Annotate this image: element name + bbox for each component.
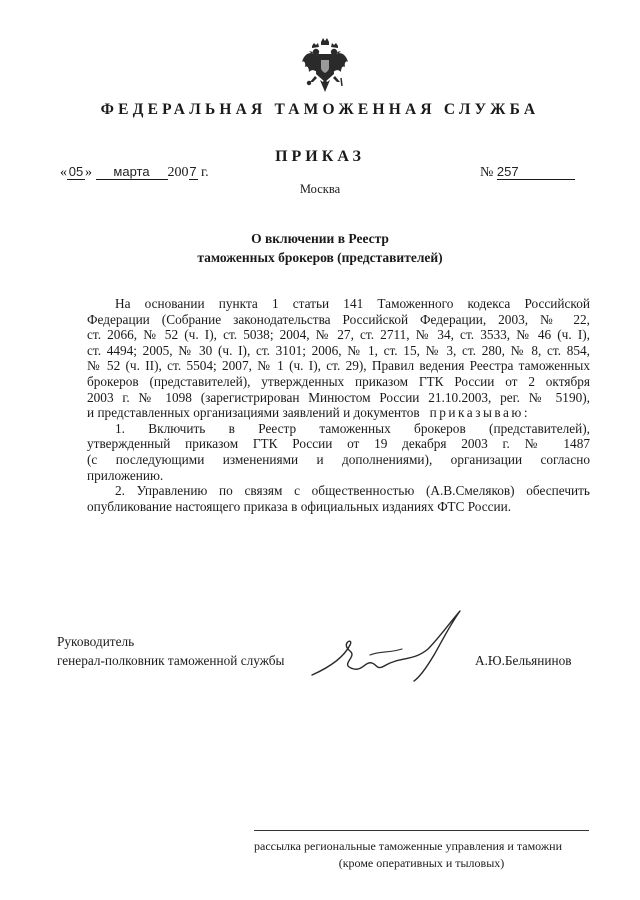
distribution-line-2: (кроме оперативных и тыловых): [338, 856, 505, 870]
body-line: 1. Включить в Реестр таможенных брокеров (представителей),: [115, 420, 590, 436]
body-line: 2003 г. № 1098 (зарегистрирован Минюстом России 21.10.2003, рег. № 5190),: [87, 389, 590, 405]
body-line: утвержденный приказом ГТК России от 19 декабря 2003 г. № 1487: [87, 436, 590, 452]
body-line: (с последующими изменениями и дополнениями), организации согласно: [87, 451, 590, 467]
body-line: [87, 405, 590, 421]
city: Москва: [299, 182, 341, 196]
distribution-line-1: рассылка региональные таможенные управления и таможни: [254, 839, 563, 853]
signer-title-line-2: генерал-полковник таможенной службы: [57, 653, 285, 668]
number-value: 257: [497, 165, 575, 180]
body-line: ст. 2066, № 52 (ч. I), ст. 5038; 2004, № 27, ст. 2711, № 34, ст. 3533, № 46 (ч. I),: [87, 327, 590, 343]
date-year-prefix: 200: [167, 165, 189, 180]
date-open-quote: «: [60, 165, 67, 180]
number-prefix: №: [480, 165, 494, 180]
body-line: На основании пункта 1 статьи 141 Таможенного кодекса Российской: [115, 296, 590, 311]
body-line: 2. Управлению по связям с общественностью (А.В.Смеляков) обеспечить: [115, 483, 590, 499]
order-number: [480, 165, 575, 181]
body-line: № 52 (ч. II), ст. 5504; 2007, № 1 (ч. I), ст. 29), Правил ведения Реестра таможенных: [87, 358, 590, 374]
signer-name: А.Ю.Бельянинов: [475, 653, 572, 668]
emblem-icon: [300, 36, 350, 96]
order-body: [87, 296, 590, 514]
body-line: Федерации (Собрание законодательства Российской Федерации, 2003, № 22,: [87, 311, 590, 327]
signer-title-line-1: Руководитель: [57, 634, 135, 649]
document-type-title: ПРИКАЗ: [275, 148, 365, 165]
order-word: приказываю:: [429, 405, 531, 421]
order-date: [60, 165, 209, 181]
date-year-unit: г.: [201, 165, 209, 180]
body-line: ст. 4494; 2005, № 30 (ч. I), ст. 3101; 2006, № 1, ст. 15, № 3, ст. 280, № 8, ст. 854,: [87, 342, 590, 358]
subject-line-2: таможенных брокеров (представителей): [197, 250, 443, 265]
body-line: приложению.: [87, 467, 164, 483]
date-month: марта: [96, 165, 168, 180]
date-year-suffix: 7: [189, 164, 197, 179]
body-line-text: и представленных организациями заявлений и документов: [87, 405, 420, 421]
body-line: опубликование настоящего приказа в официальных изданиях ФТС России.: [87, 498, 512, 514]
subject-line-1: О включении в Реестр: [251, 231, 389, 246]
date-close-quote: »: [85, 165, 92, 180]
handwritten-signature: [310, 605, 470, 685]
date-day: 05: [68, 164, 84, 179]
distribution-divider: [254, 830, 589, 831]
body-line: брокеров (представителей), утвержденных приказом ГТК России от 2 октября: [87, 373, 590, 389]
organization-name: ФЕДЕРАЛЬНАЯ ТАМОЖЕННАЯ СЛУЖБА: [100, 101, 540, 118]
